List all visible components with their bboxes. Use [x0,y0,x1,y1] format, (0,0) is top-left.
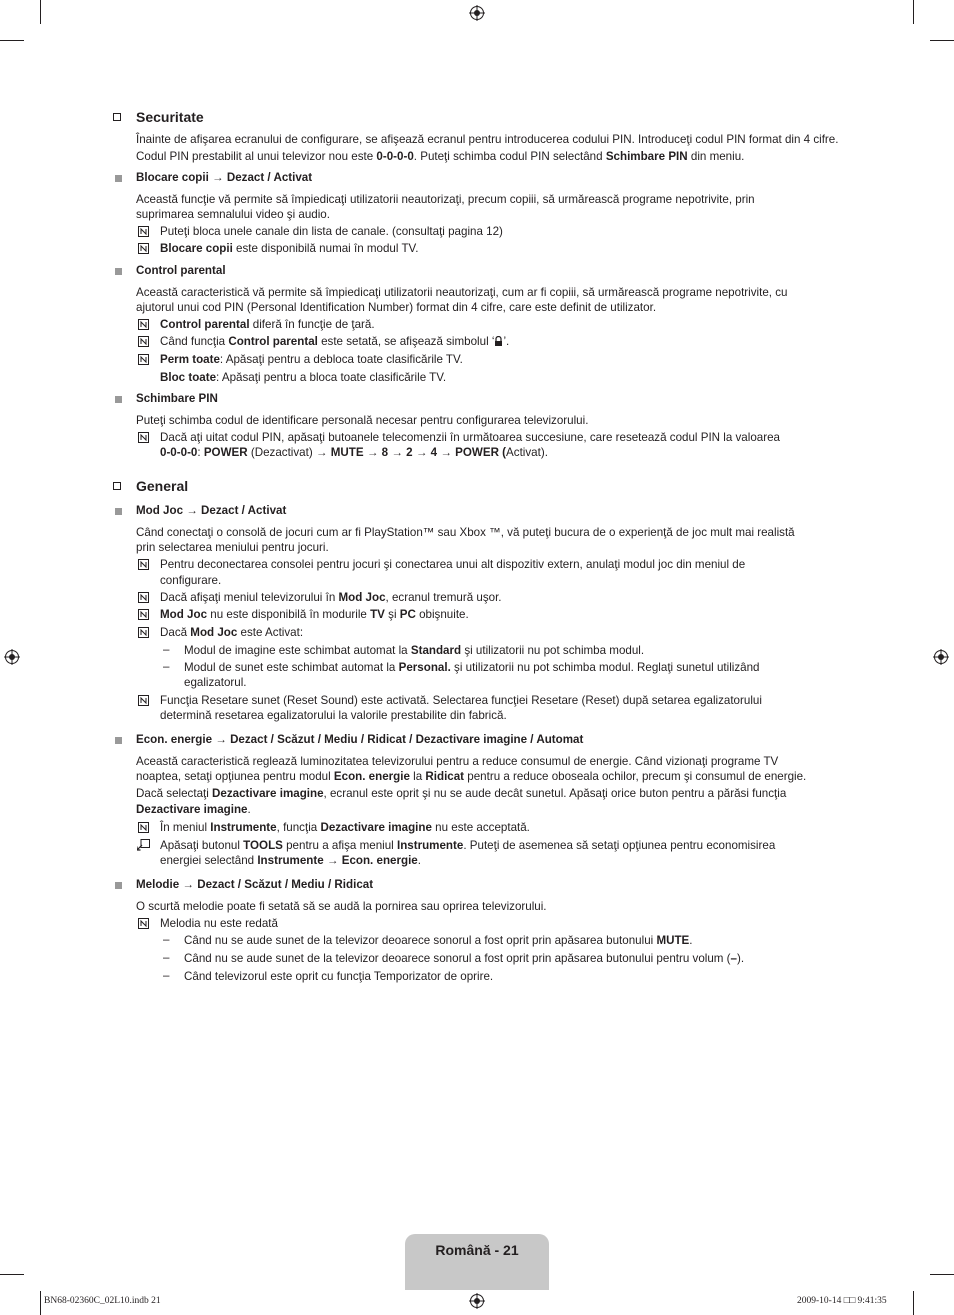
paragraph: Codul PIN prestabilit al unui televizor nou este 0-0-0-0. Puteţi schimba codul PIN selectând Schimbare PIN din meniu. [136,150,745,163]
list-item: Când televizorul este oprit cu funcţia Temporizator de oprire. [184,970,494,983]
bullet-square-icon [115,737,122,744]
crop-mark [913,1291,914,1315]
note-icon [138,243,149,254]
paragraph: noaptea, setaţi opţiunea pentru modul Econ. energie la Ridicat pentru a reduce oboseala ochilor, precum şi consumul de energie. [136,770,807,783]
bullet-square-icon [115,508,122,515]
note-text: Dacă Mod Joc este Activat: [160,626,304,639]
crop-mark [913,0,914,24]
registration-mark-icon [469,5,485,21]
crop-mark [930,1274,954,1275]
paragraph: Când conectaţi o consolă de jocuri cum ar fi PlayStation™ sau Xbox ™, vă puteţi bucura de o experienţă de joc mult mai realistă [136,526,795,539]
note-icon [138,336,149,347]
bullet-square-icon [115,175,122,182]
note-icon [138,695,149,706]
paragraph: Această caracteristică vă permite să împiedicaţi utilizatorii neautorizaţi, cum ar fi copiii, să urmărească programe nepotrivite, cu [136,286,788,299]
list-item: egalizatorul. [184,676,247,689]
paragraph: Această caracteristică reglează luminozitatea televizorului pentru a reduce consumul de energie. Când vizionaţi programe TV [136,755,779,768]
note-text: Apăsaţi butonul TOOLS pentru a afişa meniul Instrumente. Puteţi de asemenea să setaţi opţiunea pentru economisirea [160,839,776,852]
note-icon [138,609,149,620]
list-item: Modul de sunet este schimbat automat la Personal. şi utilizatorii nu pot schimba modul. Reglaţi sunetul utilizând [184,661,760,674]
registration-mark-icon [4,649,20,665]
paragraph: suprimarea semnalului video şi audio. [136,208,330,221]
crop-mark [930,40,954,41]
note-icon [138,559,149,570]
note-icon [138,354,149,365]
paragraph: ajutorul unui cod PIN (Personal Identification Number) format din 4 cifre, care este definit de utilizator. [136,301,657,314]
note-text: configurare. [160,574,222,587]
note-icon [138,822,149,833]
crop-mark [0,1274,24,1275]
paragraph: Înainte de afişarea ecranului de configurare, se afişează ecranul pentru introducerea codului PIN. Introduceţi codul PIN format din 4 cifre. [136,133,839,146]
crop-mark [0,40,24,41]
paragraph: Dezactivare imagine. [136,803,251,816]
note-text: Control parental diferă în funcţie de ţară. [160,318,375,331]
crop-mark [40,1291,41,1315]
section-checkbox-icon [113,113,121,121]
note-icon [138,918,149,929]
subsection-title: Mod Joc → Dezact / Activat [136,504,287,517]
tools-icon [137,839,150,851]
paragraph: Puteţi schimba codul de identificare personală necesar pentru configurarea televizorului. [136,414,589,427]
subsection-title: Blocare copii → Dezact / Activat [136,171,313,184]
note-text: Bloc toate: Apăsaţi pentru a bloca toate clasificările TV. [160,371,447,384]
dash-bullet: – [163,643,170,656]
list-item: Modul de imagine este schimbat automat la Standard şi utilizatorii nu pot schimba modul. [184,644,645,657]
note-icon [138,627,149,638]
bullet-square-icon [115,396,122,403]
note-text: Blocare copii este disponibilă numai în modul TV. [160,242,419,255]
note-icon [138,319,149,330]
print-slug-right: 2009-10-14 □□ 9:41:35 [797,1296,887,1306]
note-text: Pentru deconectarea consolei pentru jocuri şi conectarea unui alt dispozitiv extern, anulaţi modul joc din meniul de [160,558,746,571]
note-text: Dacă afişaţi meniul televizorului în Mod Joc, ecranul tremură uşor. [160,591,502,604]
paragraph: Dacă selectaţi Dezactivare imagine, ecranul este oprit şi nu se aude decât sunetul. Apăsaţi orice buton pentru a părăsi funcţia [136,787,787,800]
section-checkbox-icon [113,482,121,490]
page-number: Română - 21 [435,1242,519,1258]
registration-mark-icon [933,649,949,665]
paragraph: Această funcţie vă permite să împiedicaţi utilizatorii neautorizaţi, precum copiii, să urmărească programe nepotrivite, prin [136,193,755,206]
note-text: Funcţia Resetare sunet (Reset Sound) este activată. Selectarea funcţiei Resetare (Reset) după setarea egalizatorului [160,694,762,707]
note-icon [138,592,149,603]
note-text: Perm toate: Apăsaţi pentru a debloca toate clasificările TV. [160,353,463,366]
subsection-title: Schimbare PIN [136,392,218,405]
paragraph: prin selectarea meniului pentru jocuri. [136,541,329,554]
list-item: Când nu se aude sunet de la televizor deoarece sonorul a fost oprit prin apăsarea butonului MUTE. [184,934,693,947]
section-heading-security: Securitate [136,109,204,125]
dash-bullet: – [163,969,170,982]
subsection-title: Melodie → Dezact / Scăzut / Mediu / Ridicat [136,878,374,891]
list-item: Când nu se aude sunet de la televizor deoarece sonorul a fost oprit prin apăsarea butonului pentru volum (–). [184,952,745,965]
note-text: Dacă aţi uitat codul PIN, apăsaţi butoanele telecomenzii în următoarea succesiune, care resetează codul PIN la valoarea [160,431,780,444]
note-text: Când funcţia Control parental este setată, se afişează simbolul ‘ ’. [160,335,510,348]
print-slug-left: BN68-02360C_02L10.indb 21 [44,1296,161,1306]
note-text: În meniul Instrumente, funcţia Dezactivare imagine nu este acceptată. [160,821,530,834]
note-text: energiei selectând Instrumente → Econ. energie. [160,854,421,867]
note-text: Mod Joc nu este disponibilă în modurile TV şi PC obişnuite. [160,608,469,621]
section-heading-general: General [136,478,189,494]
note-text: determină resetarea egalizatorului la valorile prestabilite din fabrică. [160,709,507,722]
bullet-square-icon [115,882,122,889]
dash-bullet: – [163,933,170,946]
note-text: Puteţi bloca unele canale din lista de canale. (consultaţi pagina 12) [160,225,503,238]
paragraph: O scurtă melodie poate fi setată să se audă la pornirea sau oprirea televizorului. [136,900,547,913]
note-text: Melodia nu este redată [160,917,278,930]
dash-bullet: – [163,660,170,673]
subsection-title: Econ. energie → Dezact / Scăzut / Mediu / Ridicat / Dezactivare imagine / Automat [136,733,584,746]
bullet-square-icon [115,268,122,275]
note-icon [138,226,149,237]
note-icon [138,432,149,443]
note-text: 0-0-0-0: POWER (Dezactivat) → MUTE → 8 → 2 → 4 → POWER (Activat). [160,446,548,459]
crop-mark [40,0,41,24]
registration-mark-icon [469,1293,485,1309]
dash-bullet: – [163,951,170,964]
subsection-title: Control parental [136,264,226,277]
